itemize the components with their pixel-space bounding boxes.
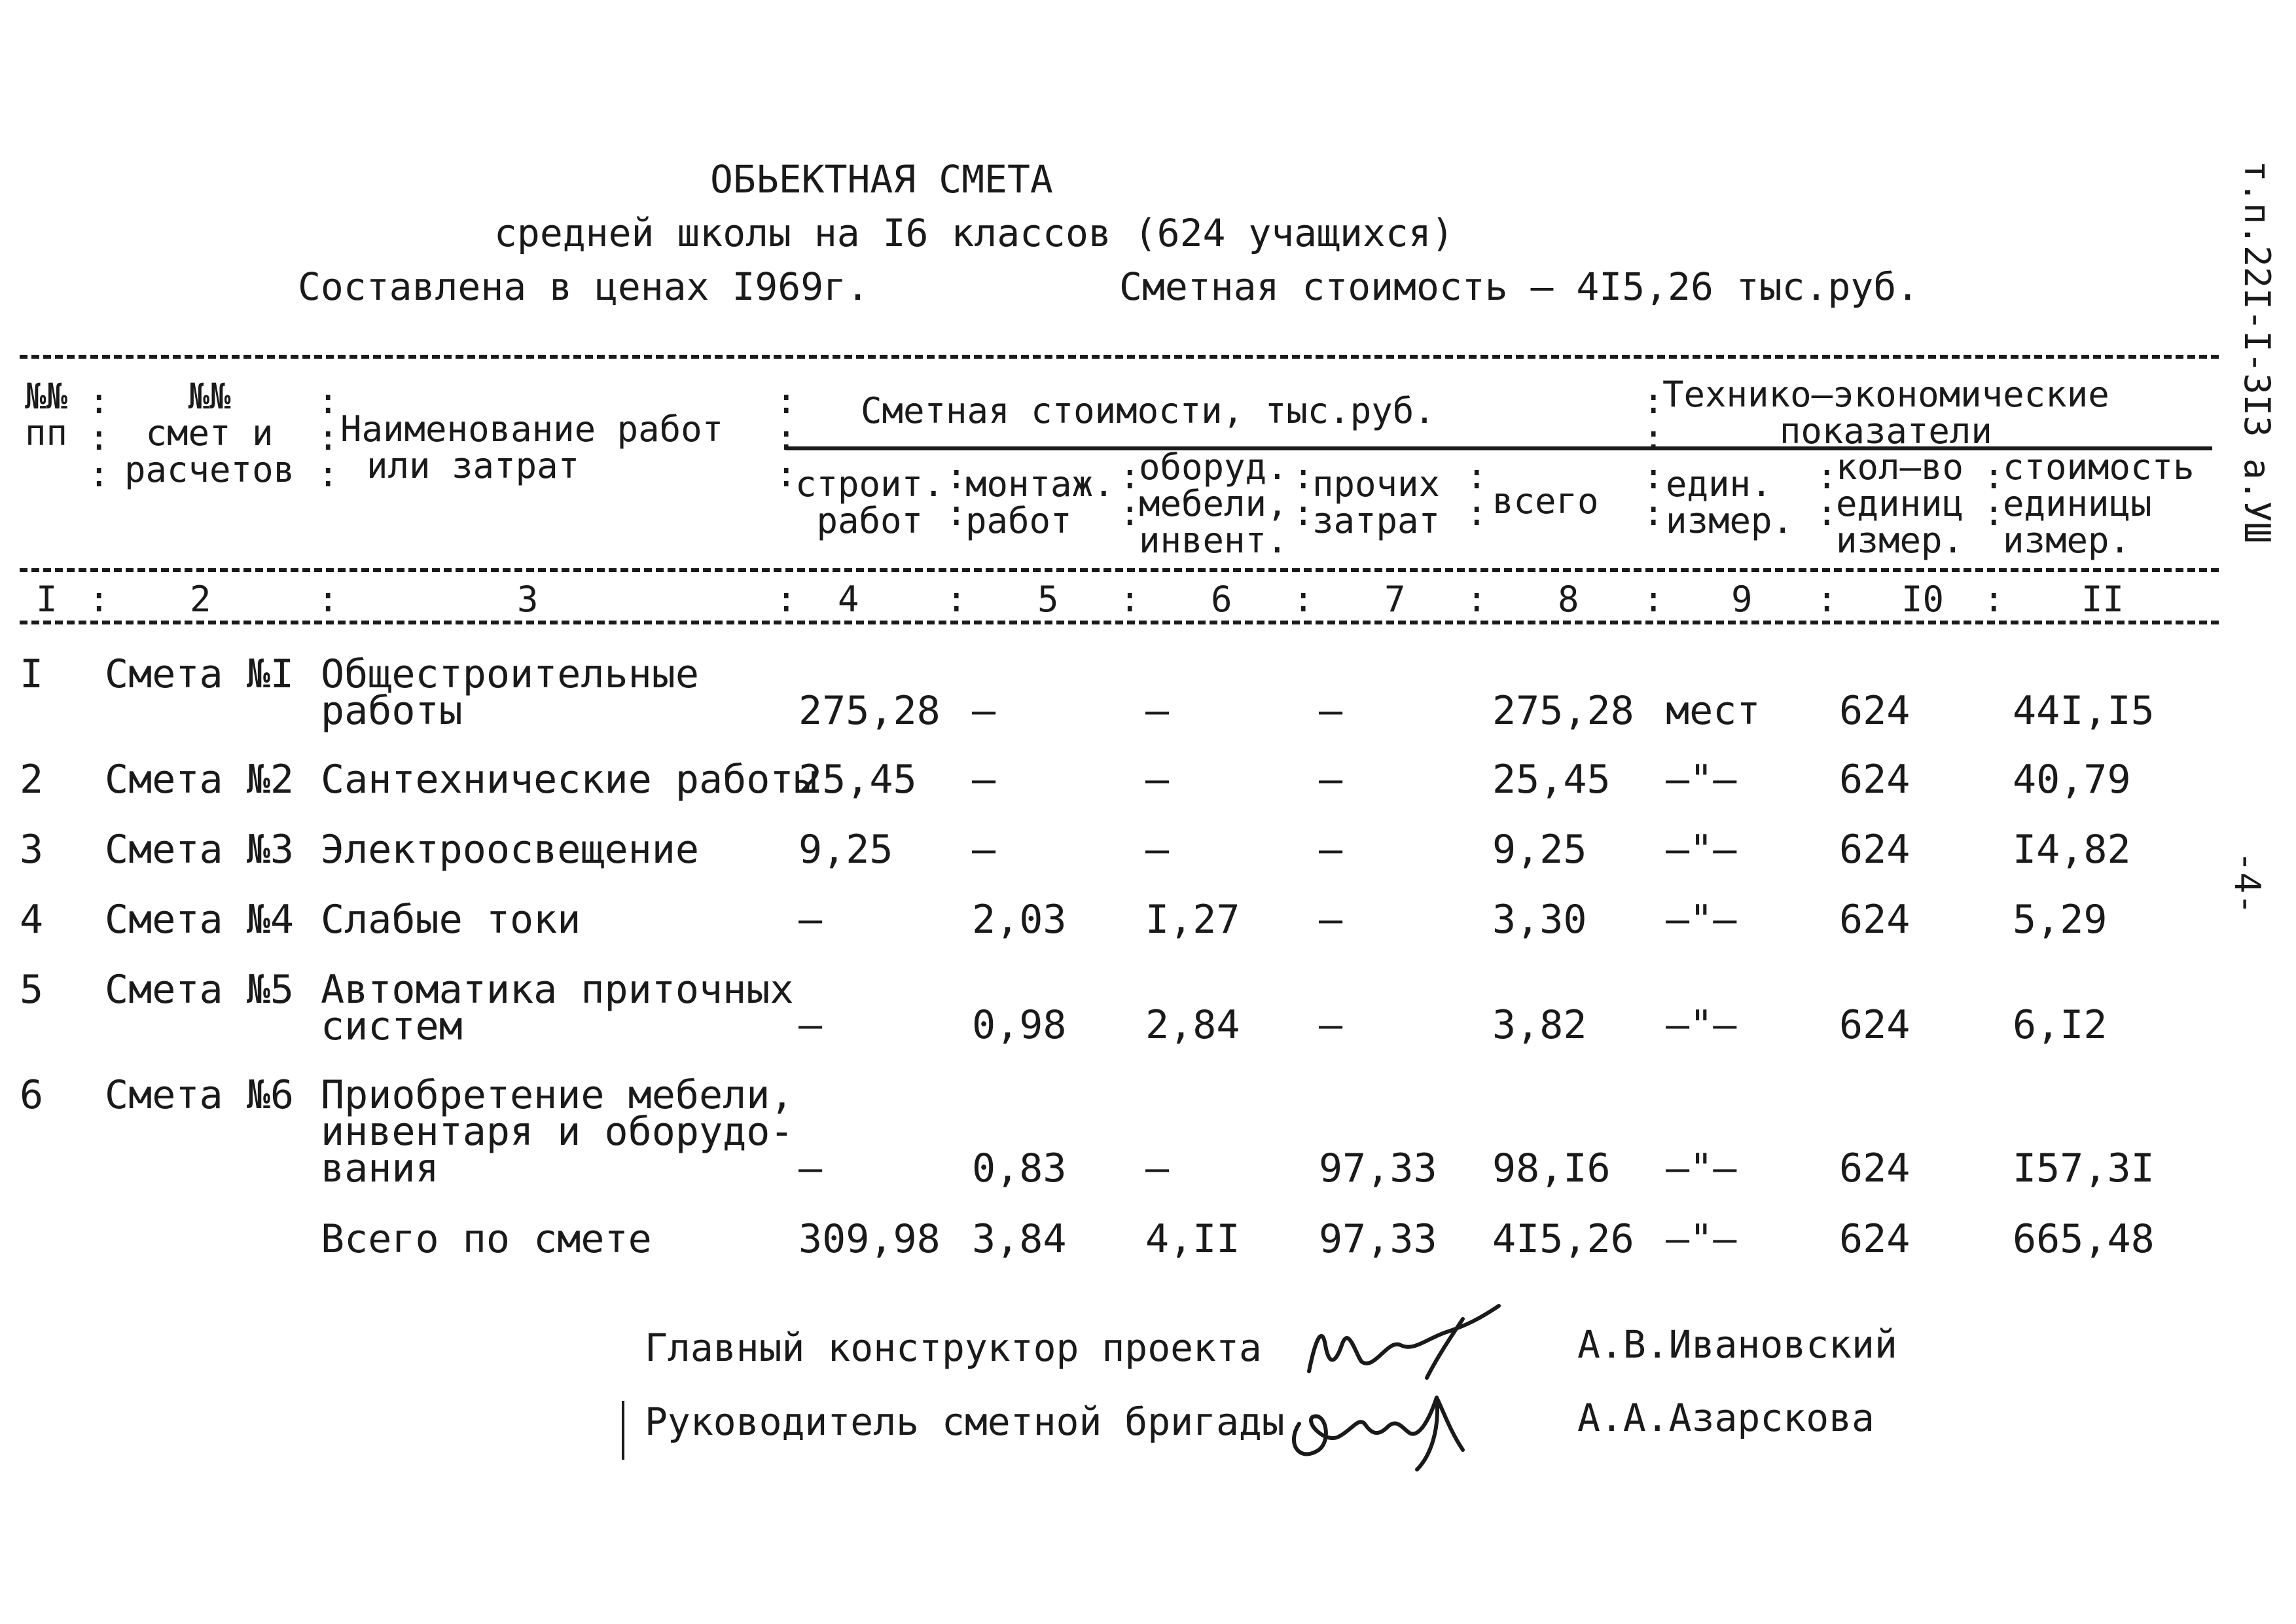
header-separator: : : : <box>88 380 110 495</box>
column-header-name: Наименование работ или затрат <box>340 408 724 486</box>
row-name: Слабые токи <box>321 897 581 943</box>
row-unit: –"– <box>1666 1002 1737 1048</box>
row-quantity: 624 <box>1839 897 1910 943</box>
column-number: 2 <box>190 579 211 620</box>
header-separator: : : : <box>317 380 339 495</box>
side-document-code <box>2232 160 2278 566</box>
estimated-cost-line: Сметная стоимость – 4I5,26 тыс.руб. <box>1119 264 1920 309</box>
row-number: 5 <box>20 967 44 1013</box>
row-smeta: Смета №6 <box>105 1072 294 1118</box>
row-name: Сантехнические работы <box>321 757 817 803</box>
row-other: 97,33 <box>1319 1146 1437 1191</box>
row-total: 3,82 <box>1492 1002 1587 1048</box>
row-construction: 9,25 <box>798 827 893 873</box>
row-other: – <box>1319 688 1343 734</box>
column-number-separator: : <box>1119 579 1141 620</box>
row-installation: – <box>972 757 996 803</box>
column-number: I0 <box>1901 579 1945 620</box>
column-header-estimates: №№ смет и расчетов <box>124 376 295 490</box>
column-group-cost: Сметная стоимости, тыс.руб. <box>861 390 1435 431</box>
column-number: 6 <box>1211 579 1232 620</box>
row-quantity: 624 <box>1839 757 1910 803</box>
signature-role: Главный конструктор проекта <box>645 1326 1262 1370</box>
page-number-text: -4- <box>2227 851 2268 915</box>
header-separator: : : <box>1466 456 1488 533</box>
row-unit-cost: 5,29 <box>2013 897 2108 943</box>
column-number: 8 <box>1558 579 1579 620</box>
row-unit: –"– <box>1666 897 1737 943</box>
total-unit: –"– <box>1666 1216 1737 1262</box>
row-unit: –"– <box>1666 757 1737 803</box>
row-number: 6 <box>20 1072 44 1118</box>
column-numbers-rule <box>20 621 2219 624</box>
row-installation: – <box>972 688 996 734</box>
document-title: ОБЬЕКТНАЯ СМЕТА <box>710 157 1053 202</box>
document-subtitle: средней школы на I6 классов (624 учащихся) <box>494 211 1454 255</box>
column-number-separator: : <box>946 579 967 620</box>
row-equipment: – <box>1145 1146 1170 1191</box>
signature-mark <box>1280 1371 1489 1485</box>
row-unit-cost: I4,82 <box>2013 827 2131 873</box>
column-number-separator: : <box>1816 579 1838 620</box>
column-number-separator: : <box>88 579 110 620</box>
prices-line: Составлена в ценах I969г. <box>298 264 869 309</box>
row-other: – <box>1319 827 1343 873</box>
column-header-unit-cost: стоимость единицы измер. <box>2003 446 2195 561</box>
row-unit-cost: I57,3I <box>2013 1146 2155 1191</box>
row-name: Приобретение мебели, инвентаря и оборудо- вания <box>321 1072 794 1191</box>
column-number-separator: : <box>1466 579 1488 620</box>
row-total: 3,30 <box>1492 897 1587 943</box>
row-installation: 0,83 <box>972 1146 1067 1191</box>
row-equipment: – <box>1145 757 1170 803</box>
column-header-total: всего <box>1492 480 1599 522</box>
row-equipment: – <box>1145 827 1170 873</box>
row-other: – <box>1319 757 1343 803</box>
column-header-unit: един. измер. <box>1666 463 1794 541</box>
header-separator: : : <box>1983 456 2005 533</box>
column-number-separator: : <box>317 579 339 620</box>
row-total: 25,45 <box>1492 757 1611 803</box>
header-separator: : : <box>1816 456 1838 533</box>
column-number-separator: : <box>776 579 797 620</box>
row-construction: – <box>798 1002 823 1048</box>
total-quantity: 624 <box>1839 1216 1910 1262</box>
header-separator: : : <box>1643 380 1664 458</box>
column-number: 4 <box>838 579 859 620</box>
row-number: I <box>20 651 44 697</box>
column-number-separator: : <box>1293 579 1314 620</box>
column-number: I <box>36 579 58 620</box>
column-header-number: №№ пп <box>25 376 68 454</box>
row-total: 9,25 <box>1492 827 1587 873</box>
row-unit-cost: 40,79 <box>2013 757 2131 803</box>
total-row-label: Всего по смете <box>321 1216 652 1262</box>
total-other: 97,33 <box>1319 1216 1437 1262</box>
column-number: 5 <box>1037 579 1059 620</box>
column-group-tech: Технико–экономические показатели <box>1662 374 2109 452</box>
row-unit-cost: 6,I2 <box>2013 1002 2108 1048</box>
row-quantity: 624 <box>1839 827 1910 873</box>
row-name: Электроосвещение <box>321 827 699 873</box>
row-other: – <box>1319 897 1343 943</box>
row-installation: 2,03 <box>972 897 1067 943</box>
header-separator: : : <box>1119 456 1141 533</box>
header-separator: : : : <box>776 380 797 495</box>
row-number: 3 <box>20 827 44 873</box>
row-equipment: – <box>1145 688 1170 734</box>
signature-name: А.А.Азарскова <box>1577 1396 1874 1440</box>
row-number: 2 <box>20 757 44 803</box>
row-smeta: Смета №2 <box>105 757 294 803</box>
column-number: 7 <box>1384 579 1406 620</box>
total-equipment: 4,II <box>1145 1216 1240 1262</box>
row-installation: 0,98 <box>972 1002 1067 1048</box>
row-smeta: Смета №4 <box>105 897 294 943</box>
header-bottom-rule <box>20 568 2219 572</box>
table-top-rule <box>20 355 2219 359</box>
row-installation: – <box>972 827 996 873</box>
column-number: II <box>2081 579 2125 620</box>
row-total: 275,28 <box>1492 688 1634 734</box>
column-number: 9 <box>1731 579 1753 620</box>
column-header-construction: строит. работ <box>795 463 944 541</box>
row-unit: –"– <box>1666 1146 1737 1191</box>
row-quantity: 624 <box>1839 1146 1910 1191</box>
row-equipment: I,27 <box>1145 897 1240 943</box>
page-number <box>2222 851 2268 929</box>
column-number: 3 <box>517 579 539 620</box>
header-separator: : : <box>1293 456 1314 533</box>
row-unit: мест <box>1666 688 1761 734</box>
row-construction: – <box>798 897 823 943</box>
row-equipment: 2,84 <box>1145 1002 1240 1048</box>
header-separator: : : <box>946 456 967 533</box>
row-construction: – <box>798 1146 823 1191</box>
row-name: Общестроительные работы <box>321 651 699 734</box>
row-smeta: Смета №3 <box>105 827 294 873</box>
row-unit-cost: 44I,I5 <box>2013 688 2155 734</box>
row-smeta: Смета №I <box>105 651 294 697</box>
row-quantity: 624 <box>1839 688 1910 734</box>
column-number-separator: : <box>1643 579 1664 620</box>
column-header-installation: монтаж. работ <box>965 463 1115 541</box>
signature-role: Руководитель сметной бригады <box>645 1399 1285 1444</box>
column-header-equipment: оборуд. мебели, инвент. <box>1139 446 1288 561</box>
side-document-code-text: т.п.22I-I-3I3 а.УШ <box>2236 160 2278 544</box>
total-unit-cost: 665,48 <box>2013 1216 2155 1262</box>
header-separator: : : <box>1643 456 1664 533</box>
row-total: 98,I6 <box>1492 1146 1611 1191</box>
row-unit: –"– <box>1666 827 1737 873</box>
signature-name: А.В.Ивановский <box>1577 1322 1897 1367</box>
row-number: 4 <box>20 897 44 943</box>
row-construction: 275,28 <box>798 688 941 734</box>
margin-mark <box>622 1401 624 1460</box>
column-number-separator: : <box>1983 579 2005 620</box>
row-quantity: 624 <box>1839 1002 1910 1048</box>
total-total: 4I5,26 <box>1492 1216 1634 1262</box>
column-header-quantity: кол–во единиц измер. <box>1836 446 1964 561</box>
column-header-other: прочих затрат <box>1312 463 1441 541</box>
total-installation: 3,84 <box>972 1216 1067 1262</box>
row-construction: 25,45 <box>798 757 917 803</box>
row-smeta: Смета №5 <box>105 967 294 1013</box>
row-other: – <box>1319 1002 1343 1048</box>
total-construction: 309,98 <box>798 1216 941 1262</box>
row-name: Автоматика приточных систем <box>321 967 794 1049</box>
